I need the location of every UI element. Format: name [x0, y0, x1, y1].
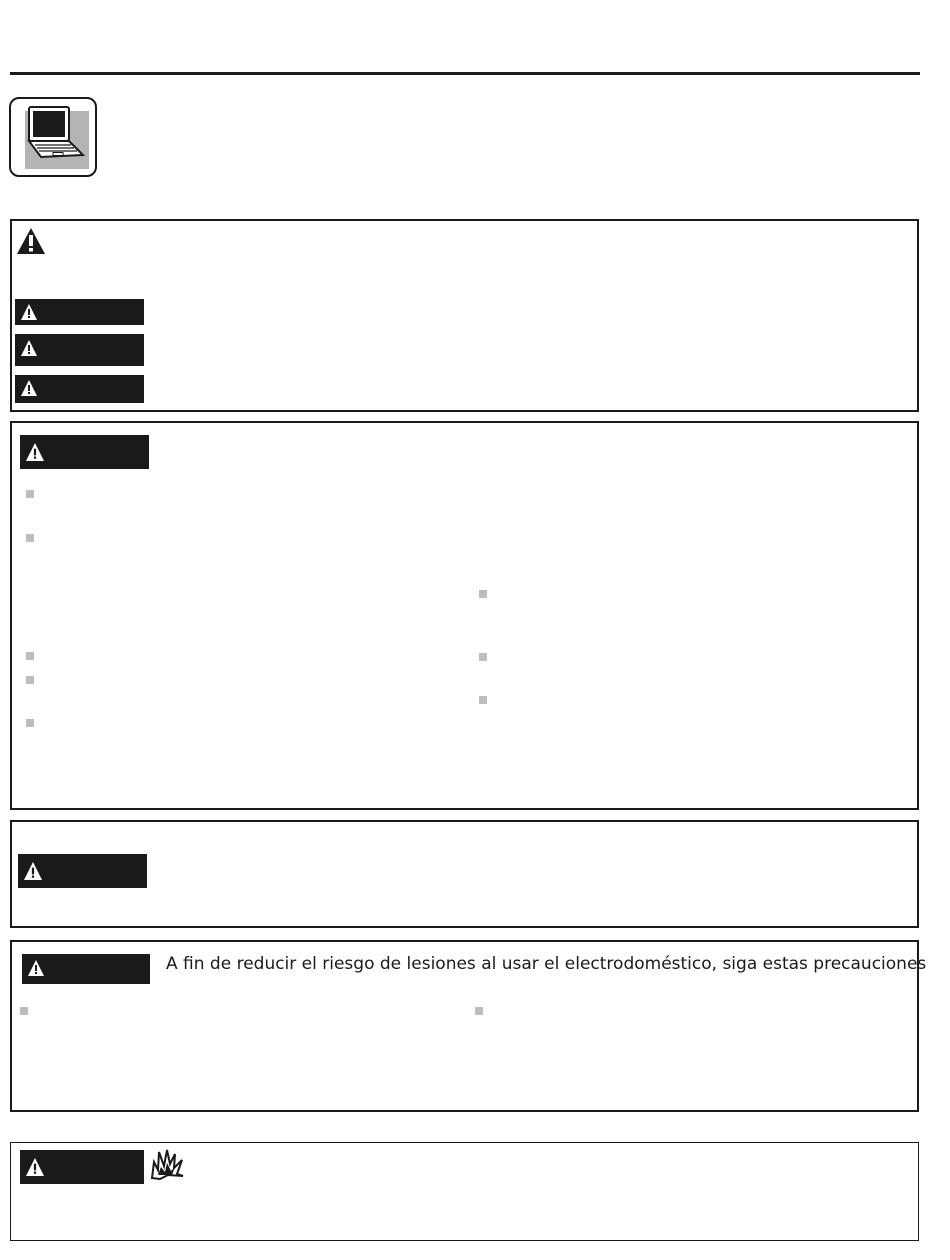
laptop-computer-icon: [9, 97, 97, 177]
warning-triangle-icon: [21, 380, 37, 396]
explosion-hazard-icon: [150, 1148, 184, 1180]
precautions-intro-text: A fin de reducir el riesgo de lesiones al usar el electrodoméstico, siga estas precauciones: [166, 954, 927, 974]
warning-triangle-icon: [21, 339, 37, 357]
list-bullet: [26, 652, 34, 660]
list-bullet: [479, 590, 487, 598]
safety-definitions-panel: [10, 219, 919, 412]
list-bullet: [26, 490, 34, 498]
warning-triangle-icon: [24, 861, 42, 881]
warning-panel: [10, 820, 919, 928]
warning-triangle-icon: [21, 304, 37, 320]
signal-word-label: [18, 854, 147, 888]
list-bullet: [475, 1007, 483, 1015]
signal-word-label: [20, 1150, 144, 1184]
signal-word-label: [15, 375, 144, 403]
list-bullet: [20, 1007, 28, 1015]
list-bullet: [26, 719, 34, 727]
list-bullet: [479, 653, 487, 661]
signal-word-label: [15, 299, 144, 325]
explosion-hazard-panel: [10, 1142, 919, 1241]
list-bullet: [26, 676, 34, 684]
header-rule: [10, 72, 920, 75]
list-bullet: [26, 534, 34, 542]
warning-triangle-icon: [16, 227, 46, 255]
signal-word-label: [15, 334, 144, 366]
warning-triangle-icon: [26, 1157, 44, 1177]
warning-triangle-icon: [26, 442, 44, 462]
signal-word-label: [20, 435, 149, 469]
list-bullet: [479, 696, 487, 704]
signal-word-label: [22, 954, 150, 984]
warning-triangle-icon: [28, 959, 44, 977]
warning-panel: [10, 421, 919, 810]
